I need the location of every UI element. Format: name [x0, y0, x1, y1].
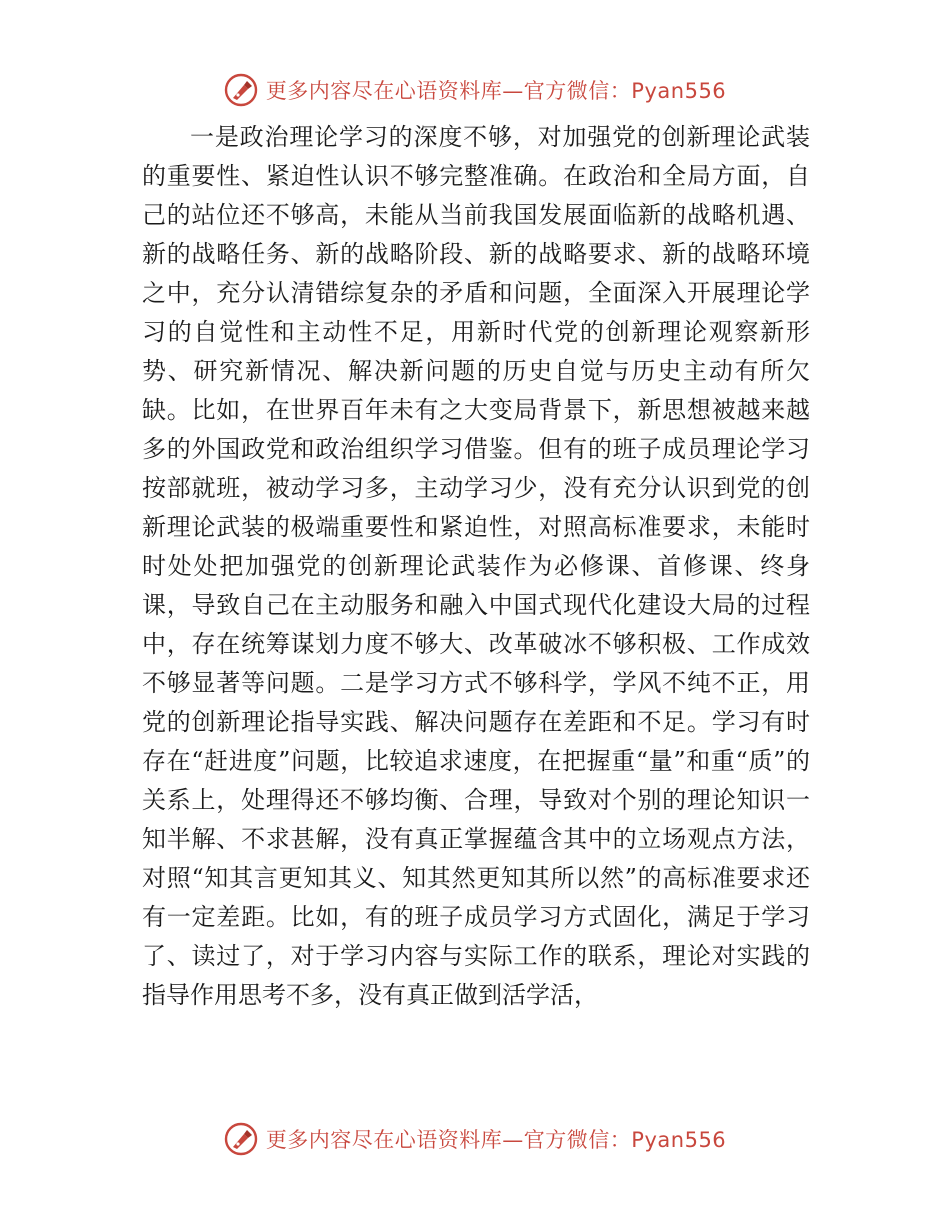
watermark-text: 更多内容尽在心语资料库—官方微信：Pyan556 [265, 1128, 727, 1152]
pen-nib-logo-icon [224, 1122, 258, 1156]
watermark-text: 更多内容尽在心语资料库—官方微信：Pyan556 [265, 79, 727, 103]
header-watermark [0, 70, 950, 110]
pen-nib-logo-icon [224, 73, 258, 107]
footer-watermark [0, 1119, 950, 1159]
document-paragraph: 一是政治理论学习的深度不够，对加强党的创新理论武装的重要性、紧迫性认识不够完整准确。在政治和全局方面，自己的站位还不够高，未能从当前我国发展面临新的战略机遇、新的战略任务、新的战略阶段、新的战略要求、新的战略环境之中，充分认清错综复杂的矛盾和问题，全面深入开展理论学习的自觉性和主动性不足，用新时代党的创新理论观察新形势、研究新情况、解决新问题的历史自觉与历史主动有所欠缺。比如，在世界百年未有之大变局背景下，新思想被越来越多的外国政党和政治组织学习借鉴。但有的班子成员理论学习按部就班，被动学习多，主动学习少，没有充分认识到党的创新理论武装的极端重要性和紧迫性，对照高标准要求，未能时时处处把加强党的创新理论武装作为必修课、首修课、终身课，导致自己在主动服务和融入中国式现代化建设大局的过程中，存在统筹谋划力度不够大、改革破冰不够积极、工作成效不够显著等问题。二是学习方式不够科学，学风不纯不正，用党的创新理论指导实践、解决问题存在差距和不足。学习有时存在“赶进度”问题，比较追求速度，在把握重“量”和重“质”的关系上，处理得还不够均衡、合理，导致对个别的理论知识一知半解、不求甚解，没有真正掌握蕴含其中的立场观点方法，对照“知其言更知其义、知其然更知其所以然”的高标准要求还有一定差距。比如，有的班子成员学习方式固化，满足于学习了、读过了，对于学习内容与实际工作的联系，理论对实践的指导作用思考不多，没有真正做到活学活， [142, 123, 810, 1009]
